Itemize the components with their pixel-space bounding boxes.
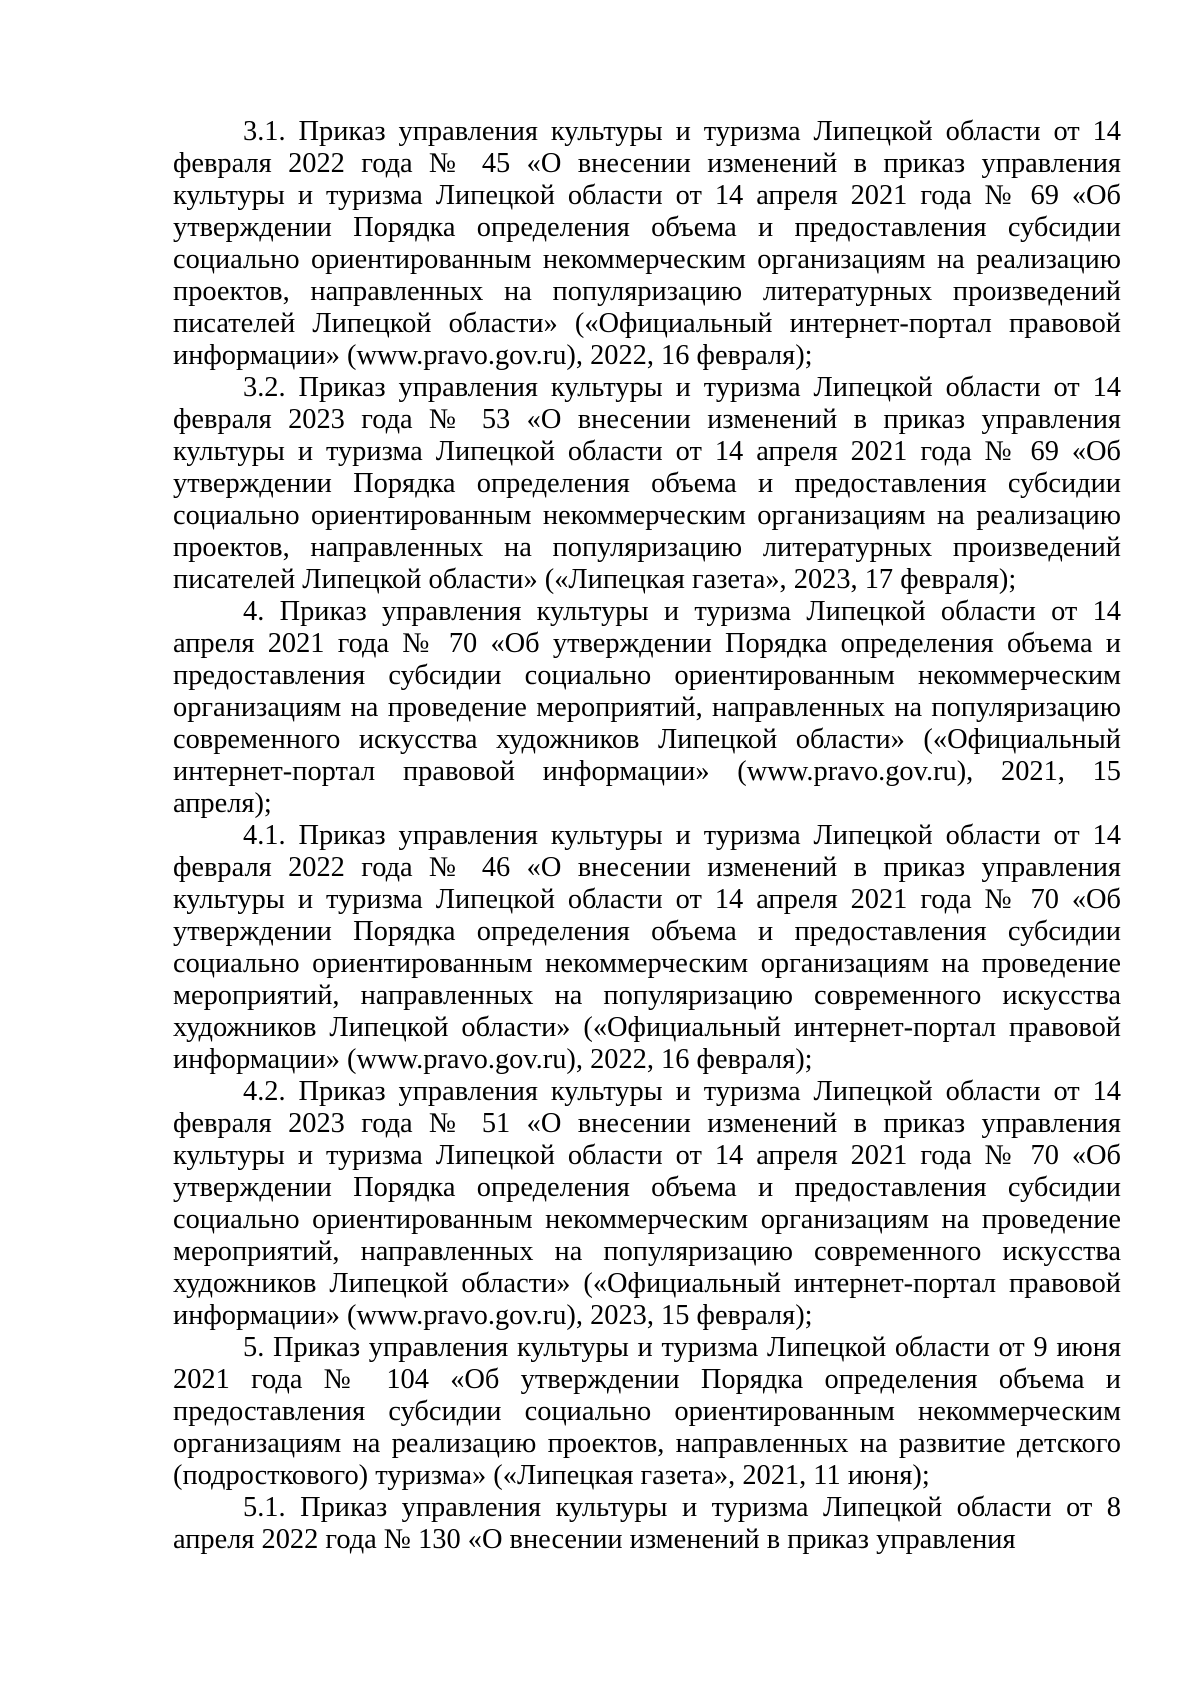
document-body [173, 116, 1121, 1556]
paragraph-4: 4. Приказ управления культуры и туризма Липецкой области от 14 апреля 2021 года № 70 «Об утверждении Порядка определения объема и предоставления субсидии социально ориентированным некоммерческим организациям на проведение мероприятий, направленных на популяризацию современного искусства художников Липецкой области» («Официальный интернет-портал правовой информации» (www.pravo.gov.ru), 2021, 15 апреля); [173, 596, 1121, 819]
paragraph-5-1: 5.1. Приказ управления культуры и туризма Липецкой области от 8 апреля 2022 года № 130 «О внесении изменений в приказ управления [173, 1492, 1121, 1555]
paragraph-3-1: 3.1. Приказ управления культуры и туризма Липецкой области от 14 февраля 2022 года № 45 «О внесении изменений в приказ управления культуры и туризма Липецкой области от 14 апреля 2021 года № 69 «Об утверждении Порядка определения объема и предоставления субсидии социально ориентированным некоммерческим организациям на реализацию проектов, направленных на популяризацию литературных произведений писателей Липецкой области» («Официальный интернет-портал правовой информации» (www.pravo.gov.ru), 2022, 16 февраля); [173, 116, 1121, 371]
paragraph-4-1: 4.1. Приказ управления культуры и туризма Липецкой области от 14 февраля 2022 года № 46 «О внесении изменений в приказ управления культуры и туризма Липецкой области от 14 апреля 2021 года № 70 «Об утверждении Порядка определения объема и предоставления субсидии социально ориентированным некоммерческим организациям на проведение мероприятий, направленных на популяризацию современного искусства художников Липецкой области» («Официальный интернет-портал правовой информации» (www.pravo.gov.ru), 2022, 16 февраля); [173, 820, 1121, 1075]
paragraph-4-2: 4.2. Приказ управления культуры и туризма Липецкой области от 14 февраля 2023 года № 51 «О внесении изменений в приказ управления культуры и туризма Липецкой области от 14 апреля 2021 года № 70 «Об утверждении Порядка определения объема и предоставления субсидии социально ориентированным некоммерческим организациям на проведение мероприятий, направленных на популяризацию современного искусства художников Липецкой области» («Официальный интернет-портал правовой информации» (www.pravo.gov.ru), 2023, 15 февраля); [173, 1076, 1121, 1331]
paragraph-3-2: 3.2. Приказ управления культуры и туризма Липецкой области от 14 февраля 2023 года № 53 «О внесении изменений в приказ управления культуры и туризма Липецкой области от 14 апреля 2021 года № 69 «Об утверждении Порядка определения объема и предоставления субсидии социально ориентированным некоммерческим организациям на реализацию проектов, направленных на популяризацию литературных произведений писателей Липецкой области» («Липецкая газета», 2023, 17 февраля); [173, 372, 1121, 595]
paragraph-5: 5. Приказ управления культуры и туризма Липецкой области от 9 июня 2021 года № 104 «Об утверждении Порядка определения объема и предоставления субсидии социально ориентированным некоммерческим организациям на реализацию проектов, направленных на развитие детского (подросткового) туризма» («Липецкая газета», 2021, 11 июня); [173, 1332, 1121, 1491]
